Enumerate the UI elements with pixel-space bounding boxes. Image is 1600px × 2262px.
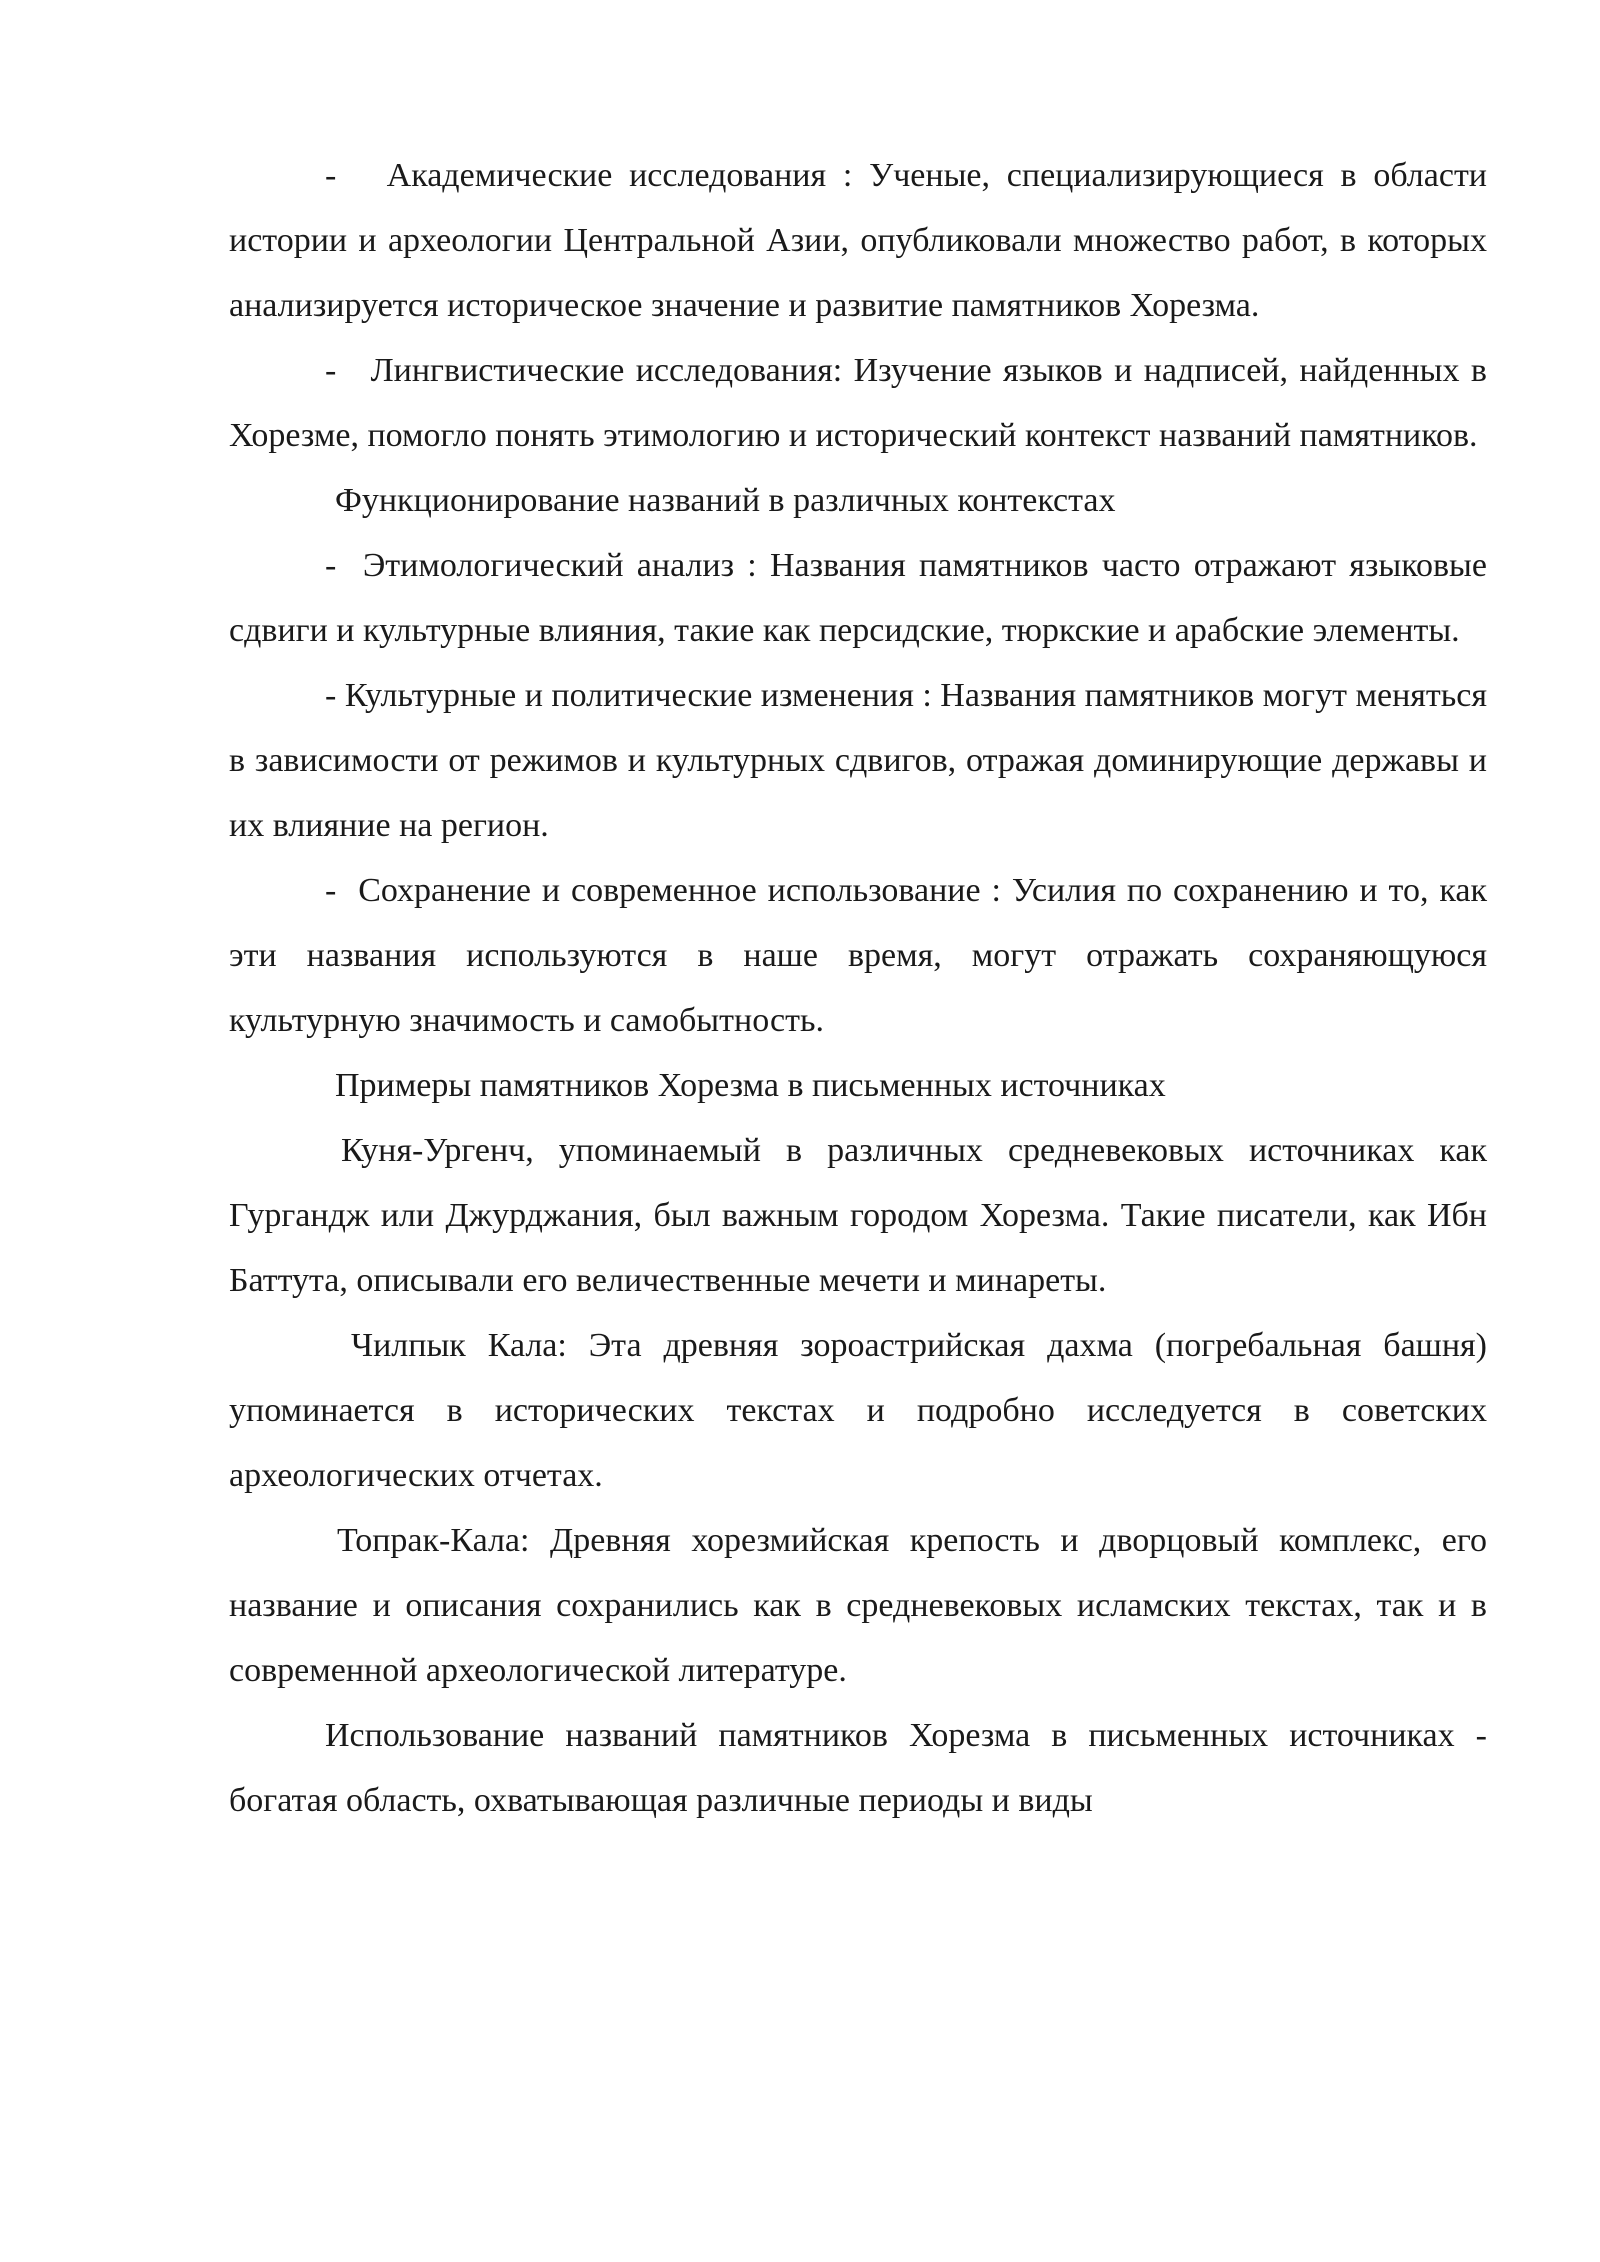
bullet-text: Культурные и политические изменения : Названия памятников могут меняться в зависимости от режимов и культурных сдвигов, отражая доминирующие державы и их влияние на регион. bbox=[229, 677, 1488, 844]
bullet-dash: - bbox=[325, 352, 337, 389]
bullet-dash: - bbox=[325, 547, 337, 584]
bullet-text: Лингвистические исследования: Изучение языков и надписей, найденных в Хорезме, помогло понять этимологию и исторический контекст названий памятников. bbox=[229, 352, 1487, 454]
paragraph-toprak-kala: Топрак-Кала: Древняя хорезмийская крепость и дворцовый комплекс, его название и описания сохранились как в средневековых исламских текстах, так и в современной археологической литературе. bbox=[229, 1522, 1487, 1689]
bullet-linguistic-research bbox=[229, 338, 1487, 468]
paragraph-usage-of-names: Использование названий памятников Хорезма в письменных источниках - богатая область, охватывающая различные периоды и виды bbox=[229, 1717, 1487, 1819]
bullet-cultural-political-changes bbox=[229, 663, 1487, 858]
section-heading-examples: Примеры памятников Хорезма в письменных источниках bbox=[335, 1067, 1166, 1104]
bullet-dash: - bbox=[325, 872, 337, 909]
section-heading-functioning: Функционирование названий в различных контекстах bbox=[335, 482, 1116, 519]
bullet-etymological-analysis bbox=[229, 533, 1487, 663]
document-body bbox=[229, 143, 1487, 1833]
bullet-text: Сохранение и современное использование : Усилия по сохранению и то, как эти названия используются в наше время, могут отражать сохраняющуюся культурную значимость и самобытность. bbox=[229, 872, 1488, 1039]
paragraph-kunya-urgench: Куня-Ургенч, упоминаемый в различных средневековых источниках как Гургандж или Джурджания, был важным городом Хорезма. Такие писатели, как Ибн Баттута, описывали его величественные мечети и минареты. bbox=[229, 1132, 1487, 1299]
bullet-academic-research bbox=[229, 143, 1487, 338]
bullet-dash: - bbox=[325, 157, 337, 194]
bullet-text: Академические исследования : Ученые, специализирующиеся в области истории и археологии Центральной Азии, опубликовали множество работ, в которых анализируется историческое значение и развитие памятников Хорезма. bbox=[229, 157, 1487, 324]
paragraph-chilpyk-kala: Чилпык Кала: Эта древняя зороастрийская дахма (погребальная башня) упоминается в исторических текстах и подробно исследуется в советских археологических отчетах. bbox=[229, 1327, 1487, 1494]
bullet-preservation-modern-use bbox=[229, 858, 1487, 1053]
bullet-text: Этимологический анализ : Названия памятников часто отражают языковые сдвиги и культурные влияния, такие как персидские, тюркские и арабские элементы. bbox=[229, 547, 1487, 649]
bullet-dash: - bbox=[325, 677, 337, 714]
